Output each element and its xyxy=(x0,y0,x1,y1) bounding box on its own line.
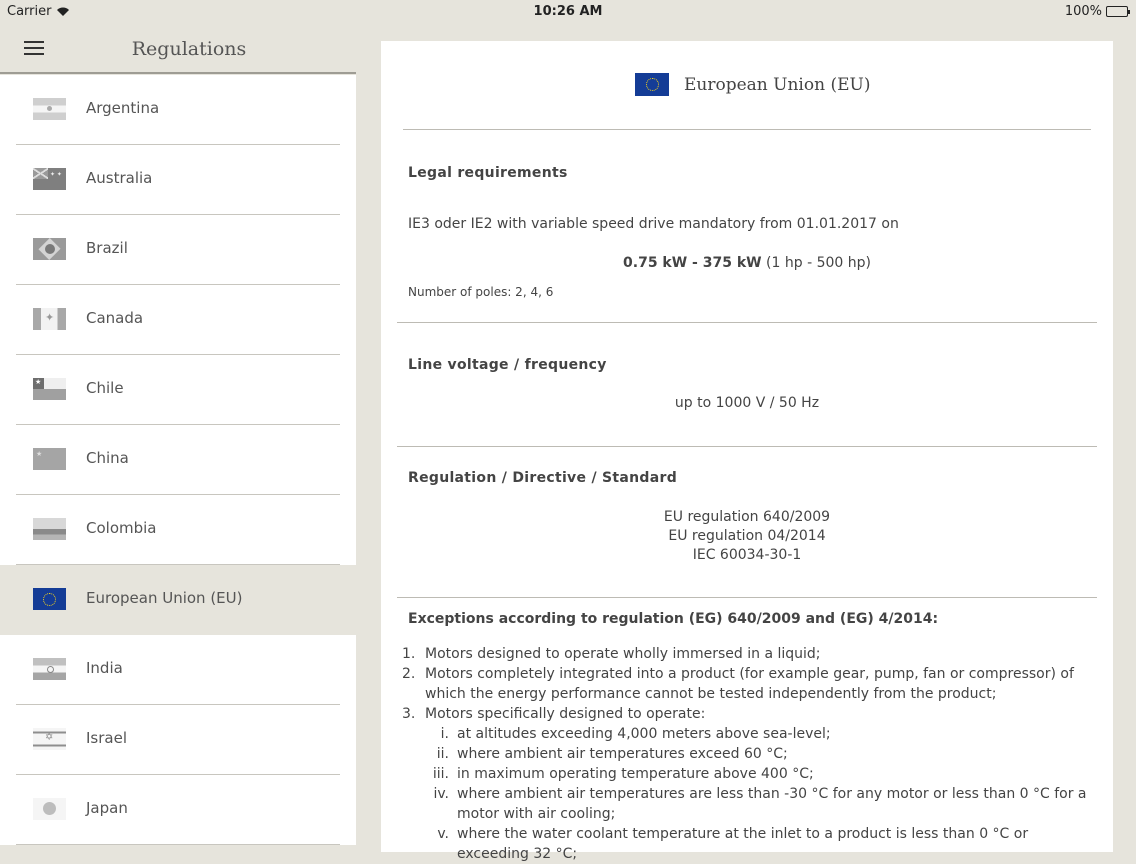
detail-title: European Union (EU) xyxy=(684,75,871,95)
exceptions-list xyxy=(402,644,1092,864)
exception-subitem: iv. where ambient air temperatures are less than -30 °C for any motor or less than 0 °C for a motor with air cooling; xyxy=(433,786,1087,822)
exception-item: 1. Motors designed to operate wholly immersed in a liquid; xyxy=(402,646,821,662)
country-name: China xyxy=(86,449,129,467)
status-bar xyxy=(0,0,1136,24)
country-name: India xyxy=(86,659,123,677)
battery-indicator xyxy=(1065,4,1128,19)
exception-subitem: ii. where ambient air temperatures exceed 60 °C; xyxy=(436,746,788,762)
country-item-india[interactable] xyxy=(0,635,356,705)
canada-flag-icon xyxy=(33,308,66,330)
country-item-israel[interactable] xyxy=(0,705,356,775)
country-name: Chile xyxy=(86,379,124,397)
country-item-chile[interactable] xyxy=(0,355,356,425)
regulation-heading: Regulation / Directive / Standard xyxy=(408,470,678,486)
number-of-poles: Number of poles: 2, 4, 6 xyxy=(408,285,554,299)
country-name: Argentina xyxy=(86,99,160,117)
country-item-australia[interactable] xyxy=(0,145,356,215)
clock: 10:26 AM xyxy=(533,4,603,19)
exception-item: 2. Motors completely integrated into a product (for example gear, pump, fan or compressor) of which the energy performance cannot be tested independently from the product; xyxy=(402,666,1074,702)
eu-flag-icon xyxy=(33,588,66,610)
carrier-label: Carrier xyxy=(7,4,52,19)
argentina-flag-icon xyxy=(33,98,66,120)
country-list xyxy=(0,75,356,845)
power-range-kw: 0.75 kW - 375 kW xyxy=(623,255,762,271)
regulation-list xyxy=(381,508,1113,565)
line-voltage-value: up to 1000 V / 50 Hz xyxy=(674,395,820,411)
country-item-japan[interactable] xyxy=(0,775,356,845)
exception-subitem: iii. in maximum operating temperature above 400 °C; xyxy=(432,766,814,782)
section-divider xyxy=(397,597,1097,598)
section-divider xyxy=(397,322,1097,323)
eu-flag-icon xyxy=(635,73,669,96)
chile-flag-icon xyxy=(33,378,66,400)
country-name: Australia xyxy=(86,169,153,187)
exception-subitem: i. at altitudes exceeding 4,000 meters above sea-level; xyxy=(440,726,831,742)
legal-requirements-heading: Legal requirements xyxy=(408,165,568,181)
power-range-hp: (1 hp - 500 hp) xyxy=(766,255,871,271)
country-name: Brazil xyxy=(86,239,128,257)
country-name: Canada xyxy=(86,309,144,327)
japan-flag-icon xyxy=(33,798,66,820)
country-name: European Union (EU) xyxy=(86,589,243,607)
country-name: Colombia xyxy=(86,519,157,537)
china-flag-icon xyxy=(33,448,66,470)
country-name: Israel xyxy=(86,729,127,747)
power-range xyxy=(381,255,1113,271)
sidebar xyxy=(0,24,356,852)
colombia-flag-icon xyxy=(33,518,66,540)
exception-item: 3. Motors specifically designed to operate: xyxy=(402,706,706,722)
battery-icon xyxy=(1106,6,1128,17)
israel-flag-icon xyxy=(33,728,66,750)
country-item-european-union-eu[interactable] xyxy=(0,565,356,635)
india-flag-icon xyxy=(33,658,66,680)
battery-percent: 100% xyxy=(1064,4,1102,19)
detail-header xyxy=(381,41,1113,129)
country-name: Japan xyxy=(86,799,128,817)
sidebar-header xyxy=(0,24,356,74)
australia-flag-icon xyxy=(33,168,66,190)
country-item-colombia[interactable] xyxy=(0,495,356,565)
regulation-item: EU regulation 640/2009 xyxy=(663,509,831,525)
country-item-brazil[interactable] xyxy=(0,215,356,285)
sidebar-title: Regulations xyxy=(131,38,247,60)
header-divider xyxy=(403,129,1091,130)
detail-panel xyxy=(381,41,1113,862)
line-voltage-heading: Line voltage / frequency xyxy=(408,357,607,373)
regulation-item: IEC 60034-30-1 xyxy=(692,547,802,563)
country-item-china[interactable] xyxy=(0,425,356,495)
regulation-item: EU regulation 04/2014 xyxy=(668,528,826,544)
legal-requirement-text: IE3 oder IE2 with variable speed drive mandatory from 01.01.2017 on xyxy=(408,216,899,232)
exception-subitem: v. where the water coolant temperature at the inlet to a product is less than 0 °C or exceeding 32 °C; xyxy=(437,826,1029,862)
exceptions-heading: Exceptions according to regulation (EG) 640/2009 and (EG) 4/2014: xyxy=(408,611,939,627)
brazil-flag-icon xyxy=(33,238,66,260)
section-divider xyxy=(397,446,1097,447)
country-item-canada[interactable] xyxy=(0,285,356,355)
country-item-argentina[interactable] xyxy=(0,75,356,145)
